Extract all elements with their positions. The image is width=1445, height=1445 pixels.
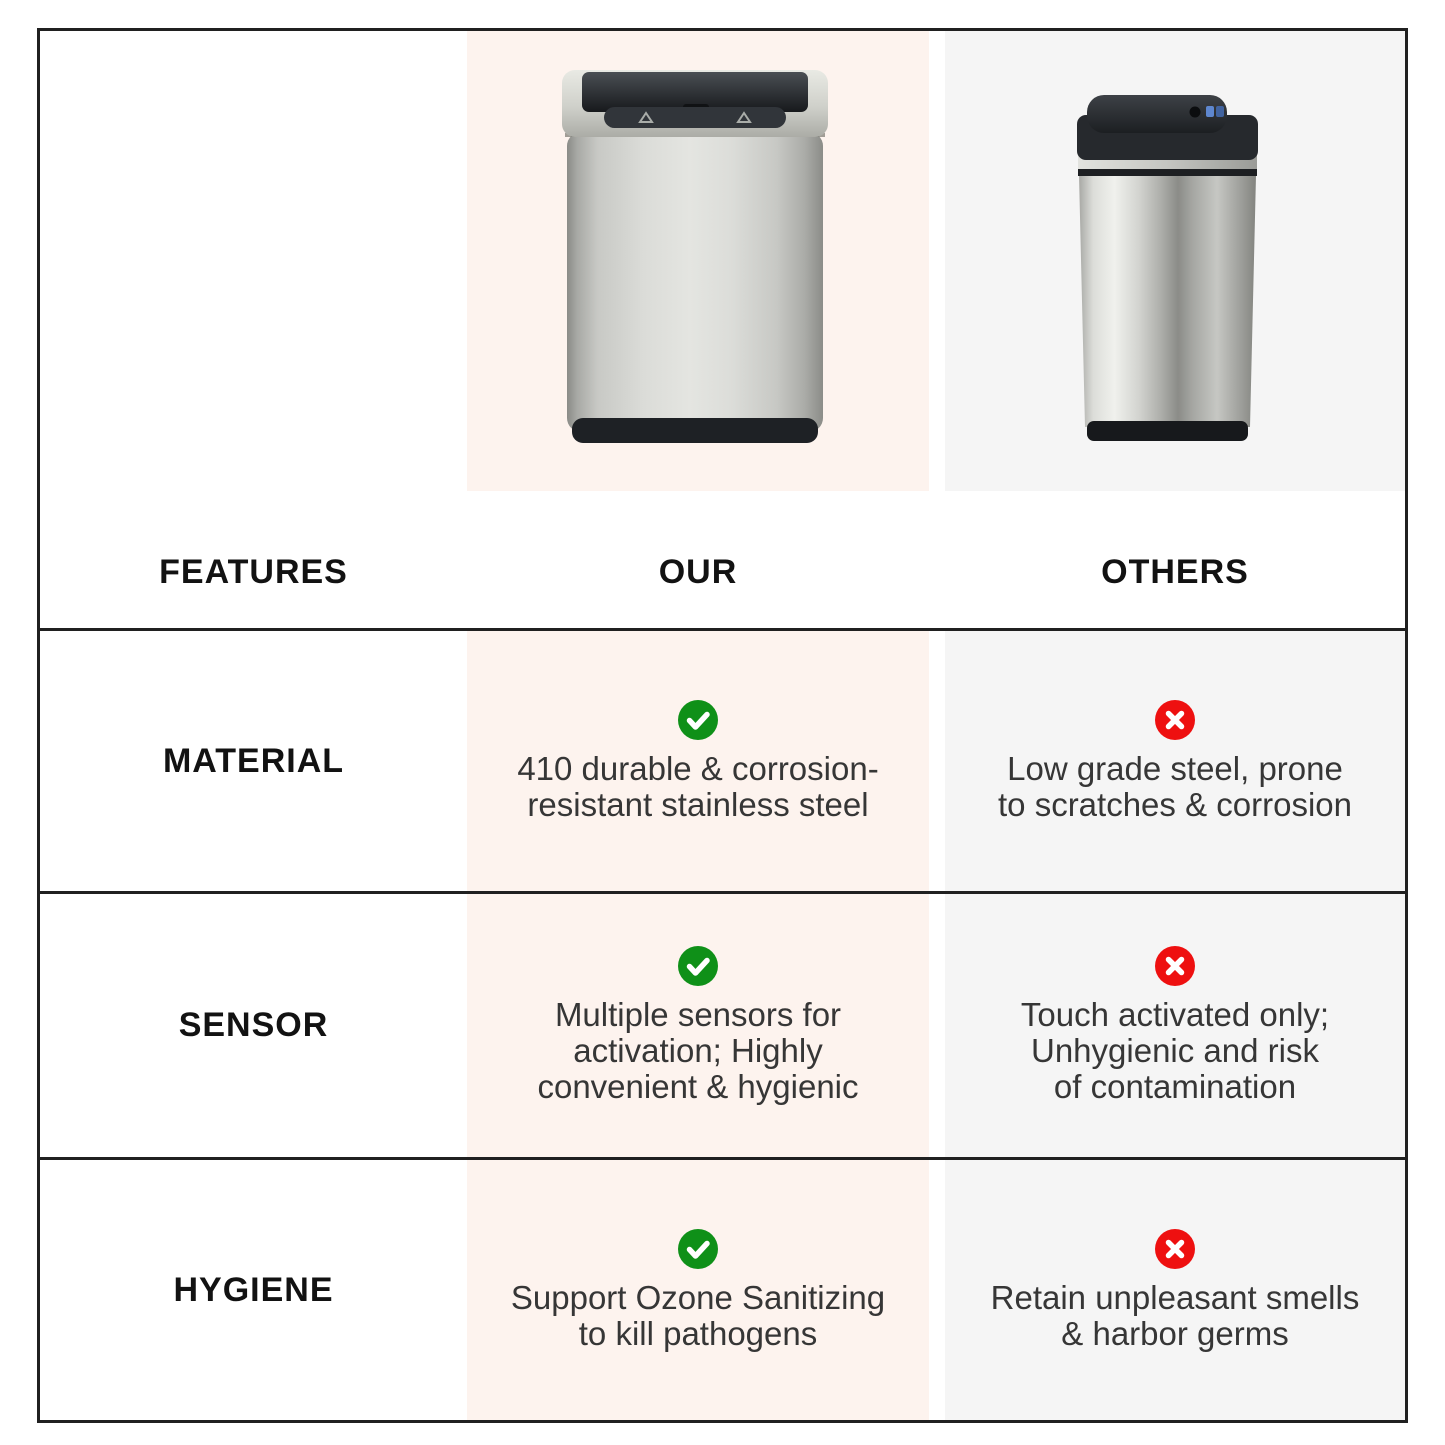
- feature-label-cell: [40, 631, 467, 891]
- check-icon: [678, 1229, 718, 1269]
- drawback-line: & harbor germs: [1061, 1314, 1289, 1352]
- rect-trash-can-graphic: [562, 70, 828, 445]
- others-cell-material: [945, 631, 1405, 891]
- feature-label: HYGIENE: [173, 1270, 334, 1309]
- cross-icon: [1155, 1229, 1195, 1269]
- our-product-image: [562, 70, 828, 450]
- benefit-line: activation; Highly: [573, 1032, 823, 1069]
- column-titles: [40, 491, 1405, 628]
- drawback-line: Retain unpleasant smells: [990, 1278, 1360, 1316]
- cross-icon: [1155, 946, 1195, 986]
- table-row-sensor: [40, 891, 1405, 1157]
- feature-label: SENSOR: [178, 1006, 329, 1044]
- our-cell-material: [467, 631, 929, 891]
- column-gutter: [929, 517, 945, 628]
- benefit-line: convenient & hygienic: [537, 1068, 859, 1105]
- drawback-line: Low grade steel, prone: [1007, 749, 1343, 787]
- feature-label-cell: [40, 894, 467, 1157]
- others-cell-hygiene: [945, 1160, 1405, 1420]
- feature-label-cell: [40, 1160, 467, 1420]
- column-header-features: FEATURES: [159, 553, 348, 591]
- check-icon: [678, 700, 718, 740]
- square-trash-can-graphic: [1075, 95, 1260, 443]
- sensor-eye-icon: [1190, 107, 1201, 118]
- drawback-line: of contamination: [1053, 1068, 1297, 1105]
- our-cell-sensor: [467, 894, 929, 1157]
- drawback-line: Unhygienic and risk: [1031, 1032, 1319, 1069]
- benefit-line: Multiple sensors for: [554, 996, 842, 1033]
- feature-label: MATERIAL: [162, 741, 345, 780]
- benefit-line: Support Ozone Sanitizing: [510, 1278, 886, 1316]
- product-header-row: [40, 31, 1405, 628]
- cross-icon: [1155, 700, 1195, 740]
- drawback-line: Touch activated only;: [1020, 996, 1330, 1033]
- others-product-image: [1075, 95, 1260, 448]
- table-row-hygiene: [40, 1157, 1405, 1420]
- sensor-led-icon: [1216, 106, 1224, 117]
- benefit-line: 410 durable & corrosion-: [517, 749, 879, 787]
- table-row-material: [40, 628, 1405, 891]
- column-header-others: OTHERS: [1101, 553, 1249, 591]
- our-cell-hygiene: [467, 1160, 929, 1420]
- comparison-table: [37, 28, 1408, 1423]
- column-gutter: [929, 631, 945, 891]
- benefit-line: to kill pathogens: [578, 1314, 818, 1352]
- others-cell-sensor: [945, 894, 1405, 1157]
- benefit-line: resistant stainless steel: [527, 785, 869, 823]
- check-icon: [678, 946, 718, 986]
- column-gutter: [929, 1160, 945, 1420]
- drawback-line: to scratches & corrosion: [998, 785, 1352, 823]
- sensor-led-icon: [1206, 106, 1214, 117]
- column-header-our: OUR: [658, 553, 738, 591]
- column-gutter: [929, 894, 945, 1157]
